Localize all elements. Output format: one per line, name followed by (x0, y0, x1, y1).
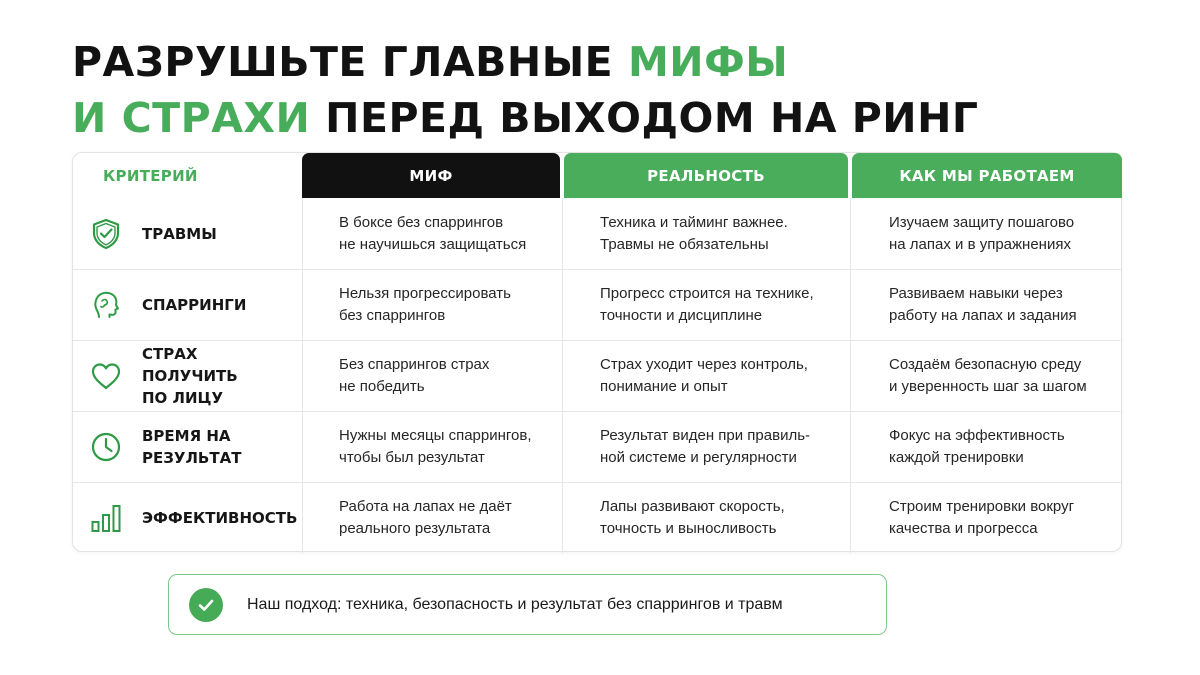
header-reality: РЕАЛЬНОСТЬ (564, 153, 848, 198)
myth-cell (302, 270, 562, 340)
table-row (73, 340, 1121, 411)
reality-cell (562, 198, 850, 269)
criterion-cell (73, 412, 302, 482)
header-myth: МИФ (302, 153, 560, 198)
myth-text: Работа на лапах не даёт реального результата (339, 498, 512, 537)
how-cell (850, 270, 1121, 340)
reality-text: Прогресс строится на технике, точности и дисциплине (600, 285, 814, 324)
myth-cell (302, 483, 562, 553)
how-cell (850, 198, 1121, 269)
title-line-2-part-2: ПЕРЕД ВЫХОДОМ НА РИНГ (310, 94, 979, 142)
criterion-label: ТРАВМЫ (142, 224, 217, 243)
reality-cell (562, 412, 850, 482)
title-line-1 (72, 34, 979, 90)
table-row (73, 482, 1121, 553)
header-criterion: КРИТЕРИЙ (103, 166, 198, 185)
how-cell (850, 412, 1121, 482)
criterion-cell (73, 341, 302, 411)
myth-cell (302, 341, 562, 411)
page-title (72, 34, 979, 146)
how-text: Создаём безопасную среду и уверенность шаг за шагом (889, 356, 1087, 395)
myth-text: В боксе без спаррингов не научишься защищаться (339, 213, 527, 253)
table-row (73, 411, 1121, 482)
criterion-cell (73, 483, 302, 553)
myth-text: Нельзя прогрессировать без спаррингов (339, 285, 511, 324)
bar-chart-icon (89, 501, 123, 535)
heart-icon (89, 359, 123, 393)
reality-text: Лапы развивают скорость, точность и выносливость (600, 498, 785, 537)
how-cell (850, 341, 1121, 411)
reality-text: Страх уходит через контроль, понимание и опыт (600, 356, 808, 395)
reality-text: Результат виден при правиль- ной системе и регулярности (600, 427, 811, 466)
criterion-label: СПАРРИНГИ (142, 296, 247, 314)
criterion-label: СТРАХ ПОЛУЧИТЬ ПО ЛИЦУ (142, 345, 238, 407)
criterion-cell (73, 270, 302, 340)
approach-text: Наш подход: техника, безопасность и результат без спаррингов и травм (247, 595, 783, 613)
clock-icon (89, 430, 123, 464)
title-line-2 (72, 90, 979, 146)
how-text: Развиваем навыки через работу на лапах и задания (889, 285, 1077, 324)
header-how-we-work: КАК МЫ РАБОТАЕМ (852, 153, 1122, 198)
approach-banner (168, 574, 887, 635)
criterion-label: ВРЕМЯ НА РЕЗУЛЬТАТ (142, 427, 242, 467)
check-circle-icon (189, 588, 223, 622)
reality-text: Техника и тайминг важнее. Травмы не обязательны (600, 213, 788, 253)
myth-cell (302, 198, 562, 269)
how-text: Фокус на эффективность каждой тренировки (889, 427, 1065, 466)
head-profile-icon (89, 288, 123, 322)
comparison-table (72, 152, 1122, 552)
how-cell (850, 483, 1121, 553)
myth-text: Нужны месяцы спаррингов, чтобы был результат (339, 427, 532, 466)
myth-text: Без спаррингов страх не победить (339, 356, 490, 395)
shield-check-icon (89, 217, 123, 251)
table-row (73, 269, 1121, 340)
reality-cell (562, 483, 850, 553)
title-accent-fears: И СТРАХИ (72, 94, 311, 142)
table-body (73, 153, 1121, 551)
criterion-label: ЭФФЕКТИВНОСТЬ (142, 509, 298, 527)
criterion-cell (73, 198, 302, 269)
title-line-1-part-1: РАЗРУШЬТЕ ГЛАВНЫЕ (72, 38, 628, 86)
myth-cell (302, 412, 562, 482)
checkmark-glyph (196, 595, 216, 615)
how-text: Строим тренировки вокруг качества и прогресса (889, 498, 1075, 537)
reality-cell (562, 270, 850, 340)
table-row (73, 198, 1121, 269)
reality-cell (562, 341, 850, 411)
title-accent-myths: МИФЫ (627, 38, 789, 86)
how-text: Изучаем защиту пошагово на лапах и в упражнениях (889, 213, 1075, 253)
